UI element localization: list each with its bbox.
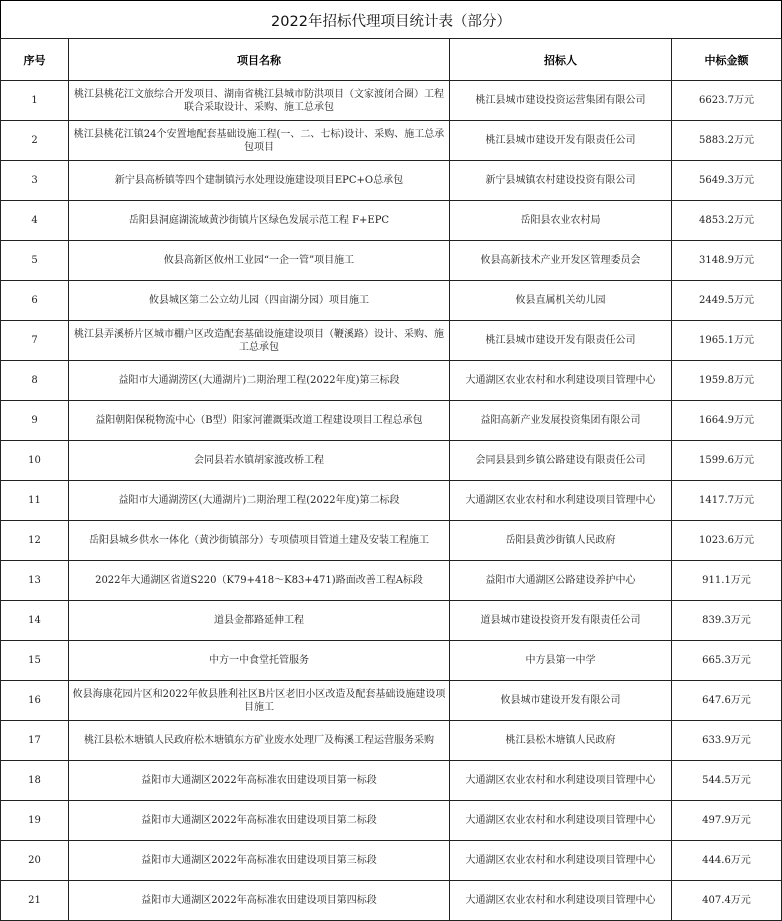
cell-project-name: 攸县海康花园片区和2022年攸县胜利社区B片区老旧小区改造及配套基础设施建设项目施工: [69, 681, 450, 721]
cell-amount: 2449.5万元: [672, 281, 782, 321]
cell-no: 15: [1, 641, 69, 681]
table-row: [1, 201, 782, 241]
cell-tenderer: 益阳市大通湖区公路建设养护中心: [450, 561, 672, 601]
cell-project-name: 益阳市大通湖区2022年高标准农田建设项目第一标段: [69, 761, 450, 801]
table-row: [1, 81, 782, 121]
cell-amount: 5883.2万元: [672, 121, 782, 161]
cell-amount: 544.5万元: [672, 761, 782, 801]
cell-no: 5: [1, 241, 69, 281]
cell-project-name: 新宁县高桥镇等四个建制镇污水处理设施建设项目EPC+O总承包: [69, 161, 450, 201]
cell-amount: 5649.3万元: [672, 161, 782, 201]
cell-amount: 444.6万元: [672, 841, 782, 881]
header-project-name: 项目名称: [69, 39, 450, 81]
cell-project-name: 岳阳县洞庭湖流域黄沙街镇片区绿色发展示范工程 F+EPC: [69, 201, 450, 241]
cell-tenderer: 桃江县城市建设开发有限责任公司: [450, 121, 672, 161]
cell-no: 7: [1, 321, 69, 361]
cell-amount: 6623.7万元: [672, 81, 782, 121]
table-row: [1, 881, 782, 921]
cell-project-name: 桃江县桃花江文旅综合开发项目、湖南省桃江县城市防洪项目（文家渡闭合圈）工程联合采取设计、采购、施工总承包: [69, 81, 450, 121]
cell-no: 4: [1, 201, 69, 241]
table-row: [1, 521, 782, 561]
cell-no: 8: [1, 361, 69, 401]
cell-tenderer: 大通湖区农业农村和水利建设项目管理中心: [450, 481, 672, 521]
table-row: [1, 441, 782, 481]
cell-project-name: 益阳市大通湖涝区(大通湖片)二期治理工程(2022年度)第三标段: [69, 361, 450, 401]
table-row: [1, 401, 782, 441]
table-row: [1, 681, 782, 721]
cell-tenderer: 桃江县松木塘镇人民政府: [450, 721, 672, 761]
cell-tenderer: 攸县直属机关幼儿园: [450, 281, 672, 321]
cell-no: 6: [1, 281, 69, 321]
cell-tenderer: 大通湖区农业农村和水利建设项目管理中心: [450, 361, 672, 401]
cell-amount: 911.1万元: [672, 561, 782, 601]
cell-tenderer: 大通湖区农业农村和水利建设项目管理中心: [450, 761, 672, 801]
cell-project-name: 桃江县弄溪桥片区城市棚户区改造配套基础设施建设项目（鞭溪路）设计、采购、施工总承包: [69, 321, 450, 361]
cell-amount: 497.9万元: [672, 801, 782, 841]
cell-project-name: 益阳朝阳保税物流中心（B型）阳家河灌溉渠改道工程建设项目工程总承包: [69, 401, 450, 441]
cell-project-name: 益阳市大通湖区2022年高标准农田建设项目第二标段: [69, 801, 450, 841]
cell-no: 13: [1, 561, 69, 601]
header-tenderer: 招标人: [450, 39, 672, 81]
bidding-table: [0, 38, 782, 921]
cell-amount: 633.9万元: [672, 721, 782, 761]
table-row: [1, 361, 782, 401]
table-row: [1, 841, 782, 881]
cell-amount: 1965.1万元: [672, 321, 782, 361]
table-row: [1, 561, 782, 601]
cell-project-name: 岳阳县城乡供水一体化（黄沙街镇部分）专项债项目管道土建及安装工程施工: [69, 521, 450, 561]
cell-amount: 1959.8万元: [672, 361, 782, 401]
cell-amount: 839.3万元: [672, 601, 782, 641]
header-amount: 中标金额: [672, 39, 782, 81]
header-row: [1, 39, 782, 81]
cell-project-name: 益阳市大通湖区2022年高标准农田建设项目第四标段: [69, 881, 450, 921]
cell-amount: 1417.7万元: [672, 481, 782, 521]
cell-tenderer: 攸县城市建设开发有限公司: [450, 681, 672, 721]
cell-tenderer: 岳阳县农业农村局: [450, 201, 672, 241]
cell-tenderer: 桃江县城市建设开发有限责任公司: [450, 321, 672, 361]
cell-project-name: 桃江县桃花江镇24个安置地配套基础设施工程(一、二、七标)设计、采购、施工总承包项目: [69, 121, 450, 161]
cell-no: 11: [1, 481, 69, 521]
table-row: [1, 641, 782, 681]
cell-tenderer: 道县城市建设投资开发有限责任公司: [450, 601, 672, 641]
cell-project-name: 益阳市大通湖涝区(大通湖片)二期治理工程(2022年度)第二标段: [69, 481, 450, 521]
cell-amount: 407.4万元: [672, 881, 782, 921]
cell-project-name: 道县金都路延伸工程: [69, 601, 450, 641]
cell-no: 18: [1, 761, 69, 801]
cell-no: 21: [1, 881, 69, 921]
cell-no: 3: [1, 161, 69, 201]
cell-no: 20: [1, 841, 69, 881]
cell-tenderer: 大通湖区农业农村和水利建设项目管理中心: [450, 881, 672, 921]
cell-tenderer: 桃江县城市建设投资运营集团有限公司: [450, 81, 672, 121]
table-row: [1, 721, 782, 761]
cell-amount: 647.6万元: [672, 681, 782, 721]
header-no: 序号: [1, 39, 69, 81]
cell-project-name: 会同县若水镇胡家渡改桥工程: [69, 441, 450, 481]
cell-tenderer: 岳阳县黄沙街镇人民政府: [450, 521, 672, 561]
cell-no: 1: [1, 81, 69, 121]
cell-tenderer: 中方县第一中学: [450, 641, 672, 681]
table-row: [1, 281, 782, 321]
cell-project-name: 攸县城区第二公立幼儿园（四亩湖分园）项目施工: [69, 281, 450, 321]
cell-amount: 1664.9万元: [672, 401, 782, 441]
cell-no: 9: [1, 401, 69, 441]
table-title: 2022年招标代理项目统计表（部分）: [0, 0, 782, 39]
cell-no: 10: [1, 441, 69, 481]
table-row: [1, 321, 782, 361]
cell-project-name: 中方一中食堂托管服务: [69, 641, 450, 681]
table-row: [1, 121, 782, 161]
cell-project-name: 益阳市大通湖区2022年高标准农田建设项目第三标段: [69, 841, 450, 881]
cell-tenderer: 大通湖区农业农村和水利建设项目管理中心: [450, 841, 672, 881]
cell-amount: 1599.6万元: [672, 441, 782, 481]
cell-amount: 4853.2万元: [672, 201, 782, 241]
cell-project-name: 攸县高新区攸州工业园“一企一管”项目施工: [69, 241, 450, 281]
cell-no: 12: [1, 521, 69, 561]
cell-no: 19: [1, 801, 69, 841]
cell-amount: 3148.9万元: [672, 241, 782, 281]
cell-tenderer: 益阳高新产业发展投资集团有限公司: [450, 401, 672, 441]
cell-tenderer: 新宁县城镇农村建设投资有限公司: [450, 161, 672, 201]
table-row: [1, 801, 782, 841]
cell-no: 2: [1, 121, 69, 161]
cell-project-name: 2022年大通湖区省道S220（K79+418～K83+471)路面改善工程A标段: [69, 561, 450, 601]
table-row: [1, 761, 782, 801]
table-row: [1, 241, 782, 281]
table-row: [1, 601, 782, 641]
cell-no: 14: [1, 601, 69, 641]
cell-amount: 1023.6万元: [672, 521, 782, 561]
table-row: [1, 481, 782, 521]
table-row: [1, 161, 782, 201]
cell-project-name: 桃江县松木塘镇人民政府松木塘镇东方矿业废水处理厂及梅溪工程运营服务采购: [69, 721, 450, 761]
cell-tenderer: 大通湖区农业农村和水利建设项目管理中心: [450, 801, 672, 841]
cell-no: 16: [1, 681, 69, 721]
cell-tenderer: 会同县县到乡镇公路建设有限责任公司: [450, 441, 672, 481]
cell-tenderer: 攸县高新技术产业开发区管理委员会: [450, 241, 672, 281]
cell-no: 17: [1, 721, 69, 761]
cell-amount: 665.3万元: [672, 641, 782, 681]
